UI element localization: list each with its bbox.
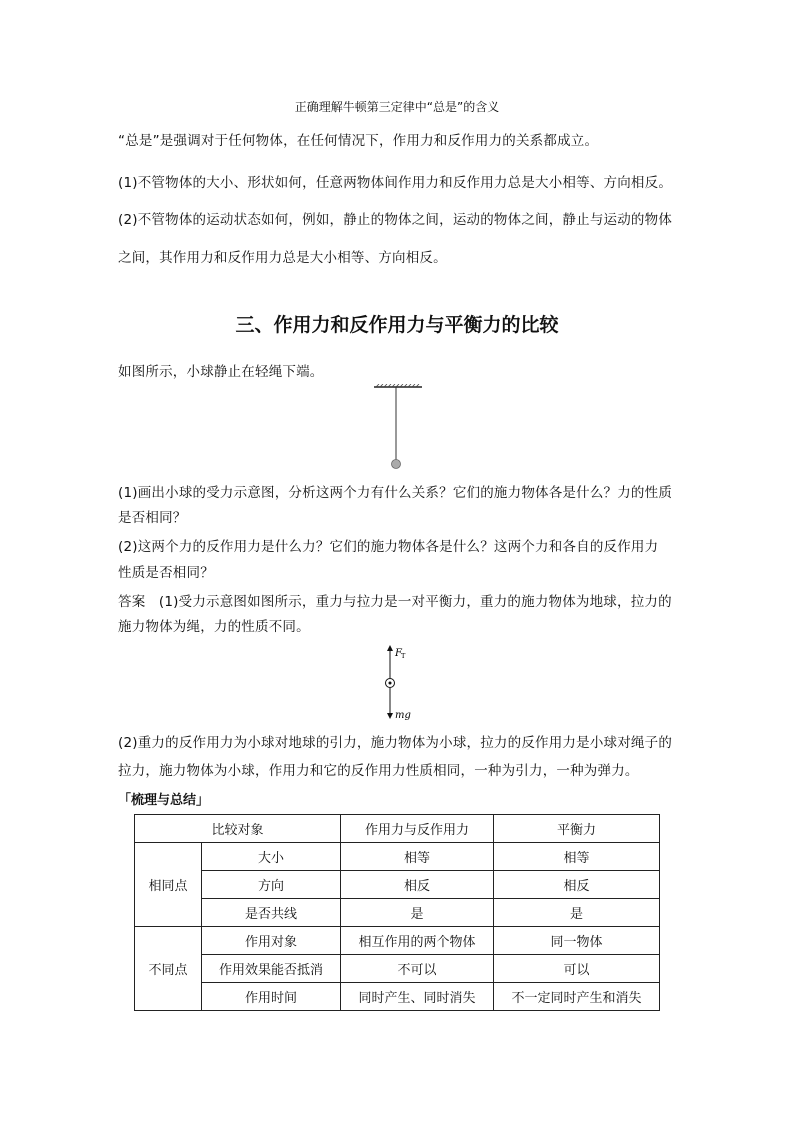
table-header-row (135, 815, 660, 843)
table-row (135, 955, 660, 983)
table-cell: 同一物体 (494, 927, 660, 955)
table-row (135, 871, 660, 899)
intro-paragraph: “总是”是强调对于任何物体，在任何情况下，作用力和反作用力的关系都成立。 (118, 133, 599, 149)
answer-label: 答案 (118, 594, 146, 610)
question-1-line-2: 是否相同？ (118, 510, 187, 526)
figure-intro: 如图所示，小球静止在轻绳下端。 (118, 364, 324, 380)
table-cell: 作用效果能否抵消 (202, 955, 341, 983)
answer-2-line-2: 拉力，施力物体为小球，作用力和它的反作用力性质相同，一种为引力，一种为弹力。 (118, 763, 639, 779)
table-cell: 相反 (494, 871, 660, 899)
table-cell: 不可以 (341, 955, 494, 983)
question-1-line-1: (1)画出小球的受力示意图，分析这两个力有什么关系？它们的施力物体各是什么？力的性质 (118, 485, 673, 501)
header-title: 正确理解牛顿第三定律中“总是”的含义 (294, 100, 500, 114)
table-cell: 作用时间 (202, 983, 341, 1011)
tension-subscript: T (401, 652, 406, 660)
table-cell: 方向 (202, 871, 341, 899)
table-row (135, 899, 660, 927)
point-2-line-1: (2)不管物体的运动状态如何，例如，静止的物体之间，运动的物体之间，静止与运动的物体 (118, 212, 673, 228)
table-header-cell: 作用力与反作用力 (341, 815, 494, 843)
table-header-cell: 平衡力 (494, 815, 660, 843)
table-cell: 相反 (341, 871, 494, 899)
table-row (135, 927, 660, 955)
question-2-line-1: (2)这两个力的反作用力是什么力？它们的施力物体各是什么？这两个力和各自的反作用力 (118, 539, 659, 555)
table-row (135, 843, 660, 871)
table-cell: 大小 (202, 843, 341, 871)
gravity-label: mg (395, 710, 411, 721)
table-row (135, 983, 660, 1011)
comparison-table (134, 814, 660, 1011)
table-cell: 相互作用的两个物体 (341, 927, 494, 955)
question-2-line-2: 性质是否相同？ (118, 565, 214, 581)
tension-label: F (395, 648, 402, 659)
force-diagram (370, 640, 430, 724)
table-cell: 是 (494, 899, 660, 927)
table-cell: 可以 (494, 955, 660, 983)
answer-1-text: (1)受力示意图如图所示，重力与拉力是一对平衡力，重力的施力物体为地球，拉力的 (158, 594, 672, 610)
summary-title: 「梳理与总结」 (118, 793, 210, 808)
hanging-ball-figure (370, 384, 426, 474)
point-1: (1)不管物体的大小、形状如何，任意两物体间作用力和反作用力总是大小相等、方向相反。 (118, 175, 673, 191)
answer-1-line-1 (118, 590, 672, 610)
section-heading: 三、作用力和反作用力与平衡力的比较 (235, 314, 559, 336)
table-cell: 是 (341, 899, 494, 927)
table-cell: 同时产生、同时消失 (341, 983, 494, 1011)
answer-2-line-1: (2)重力的反作用力为小球对地球的引力，施力物体为小球，拉力的反作用力是小球对绳子的 (118, 735, 673, 751)
table-cell: 不一定同时产生和消失 (494, 983, 660, 1011)
table-cell: 是否共线 (202, 899, 341, 927)
answer-1-line-2: 施力物体为绳，力的性质不同。 (118, 619, 310, 635)
table-cell: 相等 (494, 843, 660, 871)
table-cell: 作用对象 (202, 927, 341, 955)
point-2-line-2: 之间，其作用力和反作用力总是大小相等、方向相反。 (118, 250, 447, 266)
group-label-different: 不同点 (135, 927, 202, 1011)
table-header-cell: 比较对象 (135, 815, 341, 843)
group-label-same: 相同点 (135, 843, 202, 927)
table-cell: 相等 (341, 843, 494, 871)
